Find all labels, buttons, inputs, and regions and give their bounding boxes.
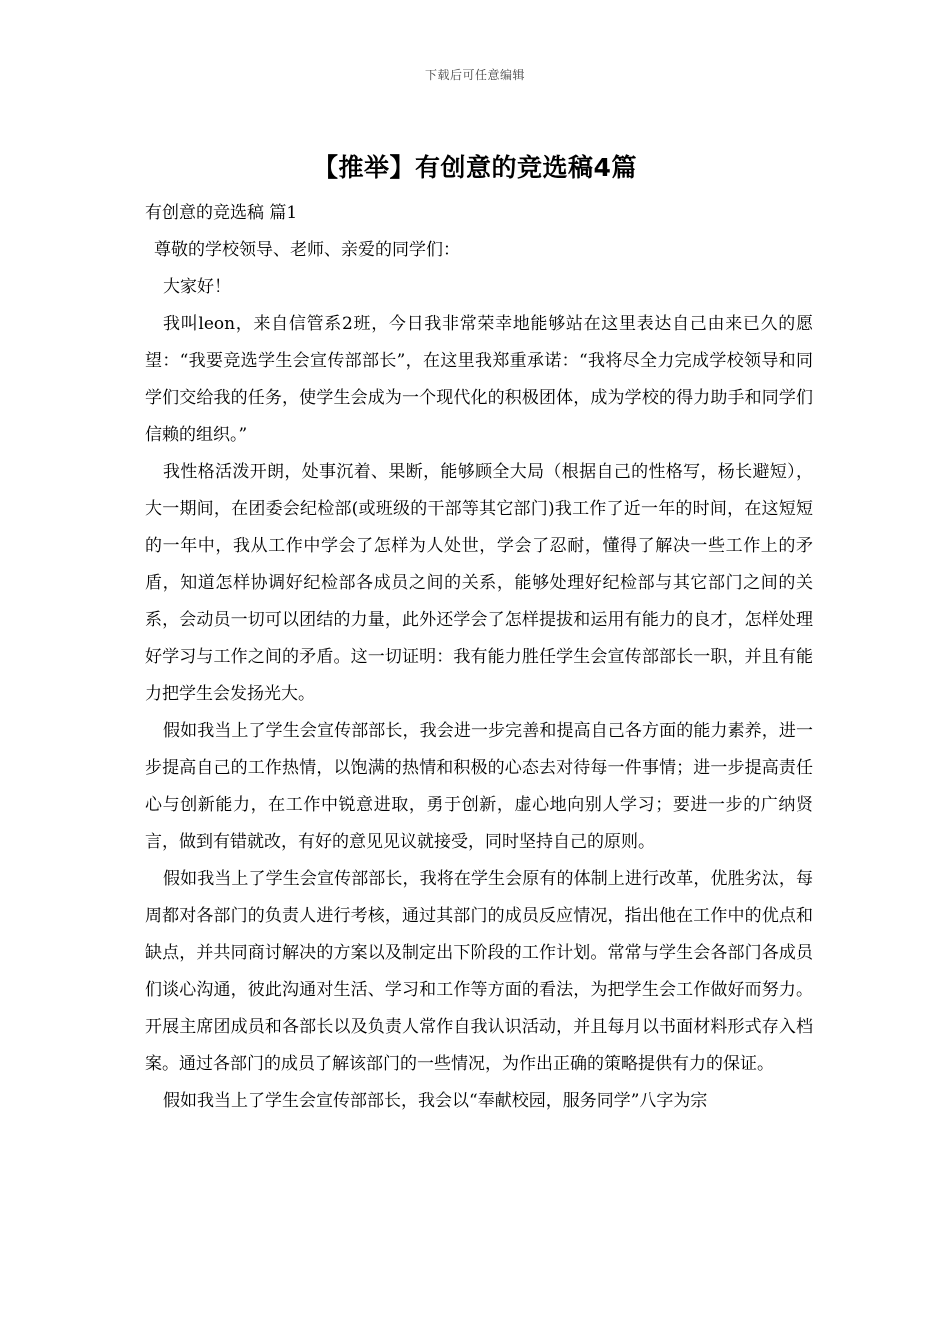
section-heading: 有创意的竞选稿 篇1: [145, 203, 298, 223]
body-paragraph: 假如我当上了学生会宣传部部长，我会以“奉献校园，服务同学”八字为宗: [163, 1091, 708, 1111]
body-paragraph: 假如我当上了学生会宣传部部长，我会进一步完善和提高自己各方面的能力素养，进一步提高自己的工作热情，以饱满的热情和积极的心态去对待每一件事情；进一步提高责任心与创新能力，在工作中锐意进取，勇于创新，虚心地向别人学习；要进一步的广纳贤言，做到有错就改，有好的意见见议就接受，同时坚持自己的原则。: [145, 721, 813, 852]
greeting-line: 尊敬的学校领导、老师、亲爱的同学们：: [154, 240, 460, 260]
hello-line: 大家好！: [163, 277, 231, 297]
header-note: 下载后可任意编辑: [424, 68, 525, 82]
body-paragraph: 我叫leon，来自信管系2班，今日我非常荣幸地能够站在这里表达自己由来已久的愿望：“我要竞选学生会宣传部部长”，在这里我郑重承诺：“我将尽全力完成学校领导和同学们交给我的任务，使学生会成为一个现代化的积极团体，成为学校的得力助手和同学们信赖的组织。”: [145, 314, 813, 445]
document-body: [145, 195, 813, 1120]
body-paragraph: 我性格活泼开朗，处事沉着、果断，能够顾全大局（根据自己的性格写，杨长避短），大一期间，在团委会纪检部(或班级的干部等其它部门)我工作了近一年的时间，在这短短的一年中，我从工作中学会了怎样为人处世，学会了忍耐，懂得了解决一些工作上的矛盾，知道怎样协调好纪检部各成员之间的关系，能够处理好纪检部与其它部门之间的关系，会动员一切可以团结的力量，此外还学会了怎样提拔和运用有能力的良才，怎样处理好学习与工作之间的矛盾。这一切证明：我有能力胜任学生会宣传部部长一职，并且有能力把学生会发扬光大。: [145, 462, 813, 704]
document-title: 【推举】有创意的竞选稿4篇: [313, 153, 637, 182]
body-paragraph: 假如我当上了学生会宣传部部长，我将在学生会原有的体制上进行改革，优胜劣汰，每周都对各部门的负责人进行考核，通过其部门的成员反应情况，指出他在工作中的优点和缺点，并共同商讨解决的方案以及制定出下阶段的工作计划。常常与学生会各部门各成员们谈心沟通，彼此沟通对生活、学习和工作等方面的看法，为把学生会工作做好而努力。开展主席团成员和各部长以及负责人常作自我认识活动，并且每月以书面材料形式存入档案。通过各部门的成员了解该部门的一些情况，为作出正确的策略提供有力的保证。: [145, 869, 813, 1074]
